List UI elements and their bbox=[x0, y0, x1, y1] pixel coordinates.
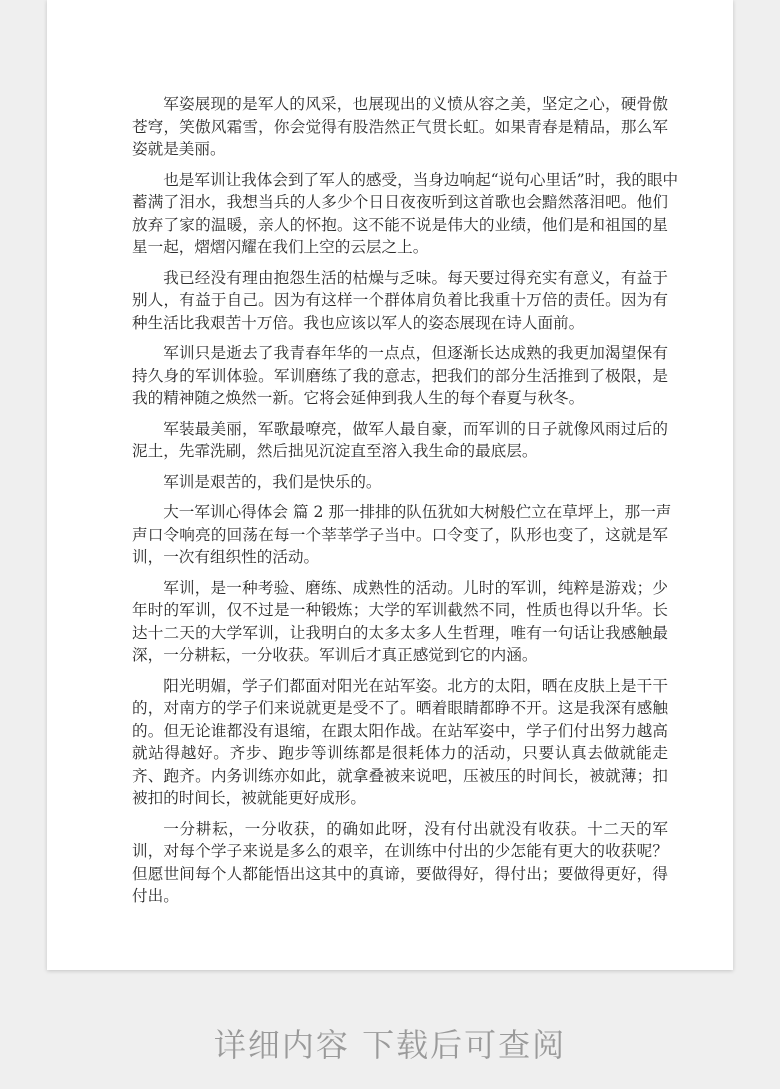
paragraph-line: 达十二天的大学军训，让我明白的太多太多人生哲理，唯有一句话让我感触最 bbox=[132, 623, 668, 642]
paragraph bbox=[132, 818, 668, 908]
paragraph-line: 放弃了家的温暖，亲人的怀抱。这不能不说是伟大的业绩，他们是和祖国的星 bbox=[132, 215, 668, 234]
paragraph-line: 齐、跑齐。内务训练亦如此，就拿叠被来说吧，压被压的时间长，被就薄；扣 bbox=[132, 766, 668, 785]
paragraph-line: 的。但无论谁都没有退缩，在跟太阳作战。在站军姿中，学子们付出努力越高 bbox=[132, 721, 668, 740]
paragraph-line: 军姿展现的是军人的风采，也展现出的义愤从容之美，坚定之心，硬骨傲 bbox=[163, 95, 668, 113]
paragraph-line: 一分耕耘，一分收获，的确如此呀，没有付出就没有收获。十二天的军 bbox=[163, 819, 668, 838]
paragraph-line: 也是军训让我体会到了军人的感受，当身边响起“说句心里话”时，我的眼中 bbox=[163, 170, 679, 189]
paragraph bbox=[132, 267, 668, 335]
paragraph-line: 阳光明媚，学子们都面对阳光在站军姿。北方的太阳，晒在皮肤上是干干 bbox=[163, 676, 668, 695]
paragraph-line: 深，一分耕耘，一分收获。军训后才真正感觉到它的内涵。 bbox=[132, 646, 538, 664]
paragraph bbox=[132, 342, 668, 410]
paragraph-line: 姿就是美丽。 bbox=[132, 140, 226, 158]
paragraph-line: 训，对每个学子来说是多么的艰辛，在训练中付出的少怎能有更大的收获呢？ bbox=[132, 842, 668, 860]
paragraph bbox=[132, 501, 672, 569]
paragraph-line: 持久身的军训体验。军训磨练了我的意志，把我们的部分生活推到了极限，是 bbox=[132, 366, 668, 385]
paragraph bbox=[132, 471, 668, 494]
paragraph-line: 星一起，熠熠闪耀在我们上空的云层之上。 bbox=[132, 238, 429, 256]
paragraph bbox=[132, 93, 668, 161]
paragraph bbox=[132, 418, 668, 463]
paragraph-line: 军训只是逝去了我青春年华的一点点，但逐渐长达成熟的我更加渴望保有 bbox=[163, 344, 668, 362]
paragraph-line: 军装最美丽，军歌最嘹亮，做军人最自豪，而军训的日子就像风雨过后的 bbox=[163, 419, 668, 438]
paragraph-line: 军训，是一种考验、磨练、成熟性的活动。儿时的军训，纯粹是游戏；少 bbox=[163, 578, 668, 597]
paragraph-line: 蓄满了泪水，我想当兵的人多少个日日夜夜听到这首歌也会黯然落泪吧。他们 bbox=[132, 193, 668, 211]
paragraph-line: 付出。 bbox=[132, 887, 179, 905]
paragraph bbox=[132, 675, 668, 810]
paragraph-line: 泥土，先霏洗刷，然后拙见沉淀直至溶入我生命的最底层。 bbox=[132, 442, 538, 460]
paragraph-line: 声口令响亮的回荡在每一个莘莘学子当中。口令变了，队形也变了，这就是军 bbox=[132, 525, 668, 544]
download-hint[interactable]: 详细内容 下载后可查阅 bbox=[213, 1026, 567, 1064]
paragraph-line: 的，对南方的学子们来说就更是受不了。晒着眼睛都睁不开。这是我深有感触 bbox=[132, 699, 668, 717]
paragraph-line: 训，一次有组织性的活动。 bbox=[132, 548, 320, 566]
paragraph-line: 被扣的时间长，被就能更好成形。 bbox=[132, 789, 366, 807]
paragraph-line: 别人，有益于自己。因为有这样一个群体肩负着比我重十万倍的责任。因为有 bbox=[132, 291, 668, 309]
paragraph-line: 大一军训心得体会 篇 2 那一排排的队伍犹如大树般伫立在草坪上，那一声 bbox=[163, 503, 672, 521]
paragraph-line: 军训是艰苦的，我们是快乐的。 bbox=[163, 472, 382, 491]
paragraph-line: 我的精神随之焕然一新。它将会延伸到我人生的每个春夏与秋冬。 bbox=[132, 389, 585, 407]
paragraph-line: 苍穹，笑傲风霜雪，你会觉得有股浩然正气贯长虹。如果青春是精品，那么军 bbox=[132, 117, 668, 136]
paragraph-line: 种生活比我艰苦十万倍。我也应该以军人的姿态展现在诗人面前。 bbox=[132, 313, 585, 332]
paragraph-line: 就站得越好。齐步、跑步等训练都是很耗体力的活动，只要认真去做就能走 bbox=[132, 744, 668, 762]
paragraph-line: 我已经没有理由抱怨生活的枯燥与乏味。每天要过得充实有意义，有益于 bbox=[163, 268, 668, 287]
paragraph-line: 但愿世间每个人都能悟出这其中的真谛，要做得好，得付出；要做得更好，得 bbox=[132, 864, 668, 883]
paragraph bbox=[132, 169, 679, 259]
paragraph-line: 年时的军训，仅不过是一种锻炼；大学的军训截然不同，性质也得以升华。长 bbox=[132, 601, 668, 619]
paragraph bbox=[132, 577, 668, 667]
document-body bbox=[132, 93, 679, 916]
document-page bbox=[47, 0, 733, 970]
